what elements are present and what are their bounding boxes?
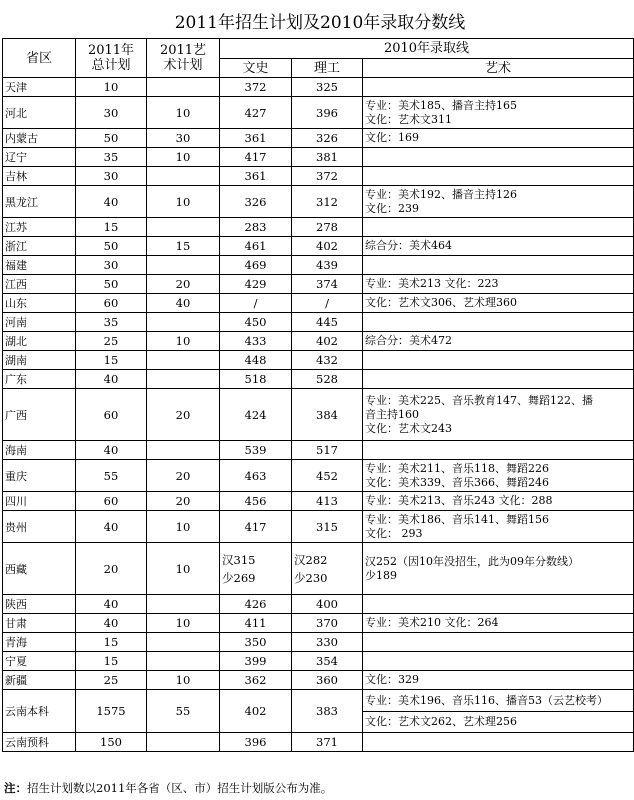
table-row	[3, 313, 634, 332]
header-2010-line: 2010年录取线	[220, 39, 634, 59]
art-plan-cell	[147, 652, 220, 671]
table-row	[3, 389, 634, 441]
footnote	[4, 780, 332, 796]
li-score-cell: 413	[292, 492, 363, 511]
li-score-cell: 528	[292, 370, 363, 389]
art-plan-cell: 20	[147, 460, 220, 492]
wen-score-cell: 518	[220, 370, 292, 389]
art-plan-cell: 10	[147, 671, 220, 690]
art-plan-cell	[147, 351, 220, 370]
wen-score-cell: 417	[220, 148, 292, 167]
li-score-cell: 374	[292, 275, 363, 294]
table-row	[3, 652, 634, 671]
wen-score-cell: 429	[220, 275, 292, 294]
art-score-cell: 文化：169	[363, 129, 634, 148]
art-score-cell: 文化：艺术文306、艺术理360	[363, 294, 634, 313]
province-cell: 新疆	[3, 671, 76, 690]
table-row	[3, 237, 634, 256]
province-cell: 湖北	[3, 332, 76, 351]
table-row	[3, 256, 634, 275]
li-score-cell: 372	[292, 167, 363, 186]
total-plan-cell: 40	[76, 441, 147, 460]
page-title: 2011年招生计划及2010年录取分数线	[174, 13, 466, 33]
total-plan-cell: 60	[76, 389, 147, 441]
art-plan-cell: 10	[147, 332, 220, 351]
total-plan-cell: 40	[76, 614, 147, 633]
table-row	[3, 492, 634, 511]
table-row	[3, 511, 634, 543]
table-row	[3, 351, 634, 370]
wen-score-cell: 448	[220, 351, 292, 370]
art-score-cell	[363, 313, 634, 332]
province-cell: 云南本科	[3, 690, 76, 733]
table-row	[3, 97, 634, 129]
wen-score-cell: 396	[220, 733, 292, 752]
art-plan-cell: 40	[147, 294, 220, 313]
table-row	[3, 460, 634, 492]
province-cell: 福建	[3, 256, 76, 275]
header-wen: 文史	[220, 59, 292, 78]
header-art: 艺术	[363, 59, 634, 78]
province-cell: 天津	[3, 78, 76, 97]
total-plan-cell: 10	[76, 78, 147, 97]
table-row	[3, 78, 634, 97]
wen-score-cell: 463	[220, 460, 292, 492]
li-score-cell: 445	[292, 313, 363, 332]
li-score-cell: 402	[292, 237, 363, 256]
table-row	[3, 129, 634, 148]
province-cell: 江苏	[3, 218, 76, 237]
total-plan-cell: 150	[76, 733, 147, 752]
total-plan-cell: 1575	[76, 690, 147, 733]
art-score-cell	[363, 370, 634, 389]
art-score-cell: 专业：美术213 文化：223	[363, 275, 634, 294]
province-cell: 河南	[3, 313, 76, 332]
li-score-cell: 383	[292, 690, 363, 733]
total-plan-cell: 40	[76, 511, 147, 543]
wen-score-cell: 539	[220, 441, 292, 460]
province-cell: 黑龙江	[3, 186, 76, 218]
table-row	[3, 186, 634, 218]
art-plan-cell: 20	[147, 389, 220, 441]
total-plan-cell: 60	[76, 294, 147, 313]
art-plan-cell	[147, 595, 220, 614]
art-plan-cell	[147, 218, 220, 237]
art-score-cell: 专业：美术213、音乐243 文化：288	[363, 492, 634, 511]
wen-score-cell: 461	[220, 237, 292, 256]
header-art-plan: 2011艺 术计划	[147, 39, 220, 78]
total-plan-cell: 50	[76, 275, 147, 294]
table-row	[3, 294, 634, 313]
li-score-cell: 381	[292, 148, 363, 167]
art-score-line: 文化：艺术文262、艺术理256	[365, 715, 517, 728]
li-score-cell: 汉282 少230	[292, 543, 363, 595]
art-score-cell	[363, 78, 634, 97]
art-plan-cell	[147, 633, 220, 652]
li-score-cell: 439	[292, 256, 363, 275]
wen-score-cell: 411	[220, 614, 292, 633]
li-score-cell: 326	[292, 129, 363, 148]
table-row	[3, 441, 634, 460]
art-plan-cell: 10	[147, 511, 220, 543]
province-cell: 海南	[3, 441, 76, 460]
wen-score-cell: 361	[220, 129, 292, 148]
art-score-cell	[363, 351, 634, 370]
table-row	[3, 332, 634, 351]
province-cell: 河北	[3, 97, 76, 129]
art-score-cell	[363, 148, 634, 167]
art-score-cell	[363, 633, 634, 652]
art-score-cell: 专业：美术185、播音主持165 文化：艺术文311	[363, 97, 634, 129]
admission-table	[2, 38, 634, 752]
art-plan-cell	[147, 313, 220, 332]
total-plan-cell: 60	[76, 492, 147, 511]
province-cell: 吉林	[3, 167, 76, 186]
province-cell: 广东	[3, 370, 76, 389]
li-score-cell: 360	[292, 671, 363, 690]
header-province: 省区	[3, 39, 76, 78]
li-score-cell: 315	[292, 511, 363, 543]
total-plan-cell: 30	[76, 167, 147, 186]
li-score-cell: 517	[292, 441, 363, 460]
total-plan-cell: 30	[76, 256, 147, 275]
province-cell: 陕西	[3, 595, 76, 614]
table-row	[3, 370, 634, 389]
total-plan-cell: 30	[76, 97, 147, 129]
wen-score-cell: /	[220, 294, 292, 313]
li-score-cell: 370	[292, 614, 363, 633]
art-plan-cell: 10	[147, 186, 220, 218]
wen-score-cell: 399	[220, 652, 292, 671]
wen-score-cell: 424	[220, 389, 292, 441]
art-score-cell: 专业：美术210 文化：264	[363, 614, 634, 633]
total-plan-cell: 15	[76, 218, 147, 237]
li-score-cell: 400	[292, 595, 363, 614]
art-plan-cell: 10	[147, 543, 220, 595]
art-plan-cell: 10	[147, 614, 220, 633]
li-score-cell: 402	[292, 332, 363, 351]
wen-score-cell: 433	[220, 332, 292, 351]
art-score-line: 专业：美术196、音乐116、播音53（云艺校考）	[363, 690, 633, 712]
table-row	[3, 167, 634, 186]
art-plan-cell: 15	[147, 237, 220, 256]
art-plan-cell	[147, 370, 220, 389]
li-score-cell: 278	[292, 218, 363, 237]
li-score-cell: 432	[292, 351, 363, 370]
art-plan-cell	[147, 167, 220, 186]
wen-score-cell: 362	[220, 671, 292, 690]
total-plan-cell: 15	[76, 351, 147, 370]
total-plan-cell: 55	[76, 460, 147, 492]
table-row	[3, 633, 634, 652]
province-cell: 内蒙古	[3, 129, 76, 148]
li-score-cell: 371	[292, 733, 363, 752]
table-row	[3, 614, 634, 633]
art-score-cell: 文化：329	[363, 671, 634, 690]
total-plan-cell: 50	[76, 237, 147, 256]
wen-score-cell: 456	[220, 492, 292, 511]
art-score-cell	[363, 595, 634, 614]
li-score-cell: /	[292, 294, 363, 313]
header-total-plan: 2011年 总计划	[76, 39, 147, 78]
li-score-cell: 384	[292, 389, 363, 441]
art-score-cell	[363, 652, 634, 671]
province-cell: 重庆	[3, 460, 76, 492]
wen-score-cell: 469	[220, 256, 292, 275]
wen-score-cell: 402	[220, 690, 292, 733]
li-score-cell: 354	[292, 652, 363, 671]
table-row	[3, 671, 634, 690]
province-cell: 江西	[3, 275, 76, 294]
province-cell: 甘肃	[3, 614, 76, 633]
li-score-cell: 330	[292, 633, 363, 652]
art-plan-cell	[147, 441, 220, 460]
total-plan-cell: 50	[76, 129, 147, 148]
wen-score-cell: 350	[220, 633, 292, 652]
total-plan-cell: 15	[76, 633, 147, 652]
art-plan-cell	[147, 256, 220, 275]
art-score-cell	[363, 733, 634, 752]
art-plan-cell: 20	[147, 275, 220, 294]
province-cell: 辽宁	[3, 148, 76, 167]
art-score-cell	[363, 690, 634, 733]
total-plan-cell: 25	[76, 671, 147, 690]
province-cell: 山东	[3, 294, 76, 313]
total-plan-cell: 15	[76, 652, 147, 671]
art-plan-cell	[147, 733, 220, 752]
wen-score-cell: 361	[220, 167, 292, 186]
footnote-text: 招生计划数以2011年各省（区、市）招生计划版公布为准。	[27, 781, 333, 795]
table-row	[3, 148, 634, 167]
province-cell: 四川	[3, 492, 76, 511]
art-score-cell: 专业：美术211、音乐118、舞蹈226 文化：美术339、音乐366、舞蹈246	[363, 460, 634, 492]
total-plan-cell: 40	[76, 186, 147, 218]
art-score-cell: 综合分：美术464	[363, 237, 634, 256]
footnote-prefix: 注：	[4, 781, 27, 795]
art-score-cell	[363, 441, 634, 460]
table-row	[3, 275, 634, 294]
table-row	[3, 218, 634, 237]
art-plan-cell: 55	[147, 690, 220, 733]
total-plan-cell: 20	[76, 543, 147, 595]
total-plan-cell: 40	[76, 595, 147, 614]
art-plan-cell: 30	[147, 129, 220, 148]
li-score-cell: 452	[292, 460, 363, 492]
province-cell: 西藏	[3, 543, 76, 595]
header-li: 理工	[292, 59, 363, 78]
province-cell: 贵州	[3, 511, 76, 543]
province-cell: 广西	[3, 389, 76, 441]
wen-score-cell: 汉315 少269	[220, 543, 292, 595]
art-score-cell	[363, 256, 634, 275]
province-cell: 湖南	[3, 351, 76, 370]
province-cell: 浙江	[3, 237, 76, 256]
province-cell: 青海	[3, 633, 76, 652]
province-cell: 宁夏	[3, 652, 76, 671]
art-plan-cell: 20	[147, 492, 220, 511]
art-score-cell: 专业：美术225、音乐教育147、舞蹈122、播 音主持160 文化：艺术文243	[363, 389, 634, 441]
wen-score-cell: 426	[220, 595, 292, 614]
table-row	[3, 690, 634, 733]
art-score-cell: 专业：美术192、播音主持126 文化：239	[363, 186, 634, 218]
province-cell: 云南预科	[3, 733, 76, 752]
total-plan-cell: 40	[76, 370, 147, 389]
table-body	[3, 78, 634, 752]
total-plan-cell: 25	[76, 332, 147, 351]
table-row	[3, 595, 634, 614]
wen-score-cell: 372	[220, 78, 292, 97]
total-plan-cell: 35	[76, 313, 147, 332]
li-score-cell: 396	[292, 97, 363, 129]
li-score-cell: 312	[292, 186, 363, 218]
art-plan-cell: 10	[147, 97, 220, 129]
wen-score-cell: 450	[220, 313, 292, 332]
wen-score-cell: 427	[220, 97, 292, 129]
table-row	[3, 733, 634, 752]
total-plan-cell: 35	[76, 148, 147, 167]
art-score-cell	[363, 218, 634, 237]
art-score-cell: 专业：美术186、音乐141、舞蹈156 文化： 293	[363, 511, 634, 543]
art-score-cell: 综合分：美术472	[363, 332, 634, 351]
art-plan-cell	[147, 78, 220, 97]
wen-score-cell: 326	[220, 186, 292, 218]
table-row	[3, 543, 634, 595]
art-plan-cell: 10	[147, 148, 220, 167]
li-score-cell: 325	[292, 78, 363, 97]
wen-score-cell: 283	[220, 218, 292, 237]
art-score-cell	[363, 167, 634, 186]
wen-score-cell: 417	[220, 511, 292, 543]
art-score-cell: 汉252（因10年没招生，此为09年分数线） 少189	[363, 543, 634, 595]
